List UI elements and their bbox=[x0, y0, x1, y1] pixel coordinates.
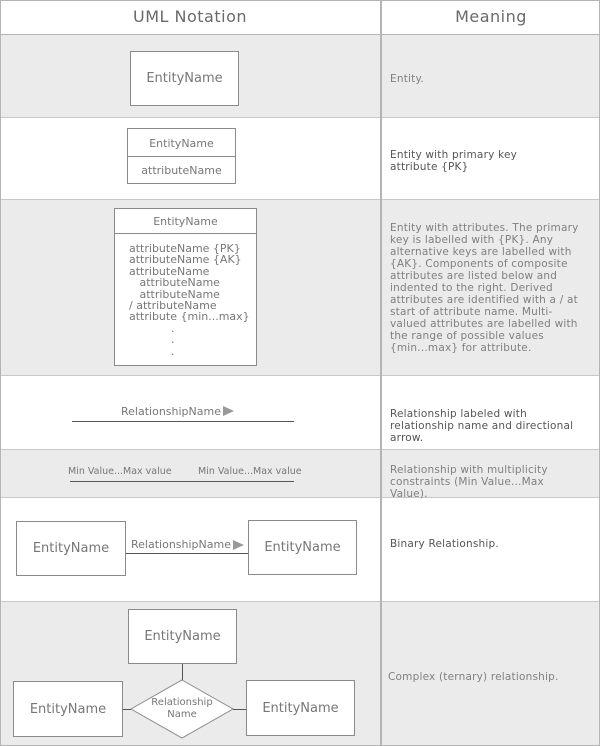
meaning-column-header: Meaning bbox=[455, 7, 527, 26]
entity-pk-divider bbox=[128, 156, 235, 157]
attribute-line: / attributeName bbox=[129, 299, 217, 313]
attribute-line: attributeName {PK} bbox=[129, 242, 241, 255]
attribute-line: attributeName bbox=[129, 276, 220, 290]
entity-attrs-name: EntityName bbox=[153, 215, 218, 228]
ternary-right-line bbox=[233, 709, 246, 710]
attribute-line: attributeName bbox=[129, 287, 220, 301]
binary-direction-arrow-icon bbox=[233, 540, 244, 550]
attribute-line: . bbox=[129, 321, 175, 335]
binary-meaning: Binary Relationship. bbox=[390, 538, 499, 550]
binary-relationship-line bbox=[126, 553, 248, 554]
column-divider bbox=[380, 0, 382, 746]
entity-attrs-meaning: Entity with attributes. The primary key is labelled with {PK}. Any alternative keys are labelled with {AK}. Components of composite attributes are listed below and indented to the right. Derived attributes are identified with a / at start of attribute name. Multi-valued attributes are labelled with the range of possible values {min...max} for attribute. bbox=[390, 222, 579, 354]
entity-attrs-divider bbox=[115, 233, 256, 234]
ternary-left-entity-box bbox=[13, 681, 123, 737]
entity-pk-name: EntityName bbox=[149, 137, 214, 150]
binary-right-entity-box bbox=[248, 520, 357, 575]
entity-name: EntityName bbox=[146, 71, 223, 86]
direction-arrow-icon bbox=[223, 406, 234, 416]
entity-meaning: Entity. bbox=[390, 73, 424, 85]
relationship-line bbox=[72, 421, 294, 422]
relationship-name: RelationshipName bbox=[121, 405, 221, 418]
ternary-top-entity-name: EntityName bbox=[144, 629, 221, 644]
entity-attrs-list bbox=[129, 243, 250, 357]
entity-attrs-box bbox=[114, 208, 257, 366]
binary-relationship-name: RelationshipName bbox=[131, 538, 231, 551]
diamond-label-line1: Relationship bbox=[151, 697, 213, 708]
attribute-line: attribute {min...max} bbox=[129, 310, 250, 324]
ternary-right-entity-box bbox=[246, 680, 355, 736]
ternary-left-line bbox=[123, 709, 131, 710]
ternary-vertical-line bbox=[182, 664, 183, 680]
entity-pk-box bbox=[127, 128, 236, 184]
multiplicity-meaning: Relationship with multiplicity constraints (Min Value...Max Value). bbox=[390, 464, 548, 500]
multiplicity-left-label: Min Value...Max value bbox=[68, 466, 172, 477]
attribute-line: attributeName {AK} bbox=[129, 253, 242, 267]
entity-pk-attribute: attributeName bbox=[141, 164, 222, 177]
ternary-top-entity-box bbox=[128, 609, 237, 664]
entity-pk-meaning: Entity with primary key attribute {PK} bbox=[390, 149, 518, 173]
binary-left-entity-box bbox=[16, 521, 126, 576]
attribute-line: . bbox=[129, 344, 175, 358]
entity-box bbox=[130, 51, 239, 106]
binary-right-entity-name: EntityName bbox=[264, 540, 341, 555]
ternary-left-entity-name: EntityName bbox=[29, 702, 107, 717]
attribute-line: . bbox=[129, 333, 175, 347]
notation-column-header: UML Notation bbox=[133, 7, 247, 26]
diamond-label-line2: Name bbox=[167, 709, 197, 720]
ternary-meaning: Complex (ternary) relationship. bbox=[388, 671, 559, 683]
attribute-line: attributeName bbox=[129, 264, 210, 278]
header-divider bbox=[0, 34, 600, 35]
multiplicity-line bbox=[70, 481, 294, 482]
multiplicity-right-label: Min Value...Max value bbox=[198, 466, 302, 477]
binary-left-entity-name: EntityName bbox=[32, 541, 110, 556]
ternary-right-entity-name: EntityName bbox=[262, 701, 339, 716]
relationship-meaning: Relationship labeled with relationship name and directional arrow. bbox=[390, 408, 574, 444]
